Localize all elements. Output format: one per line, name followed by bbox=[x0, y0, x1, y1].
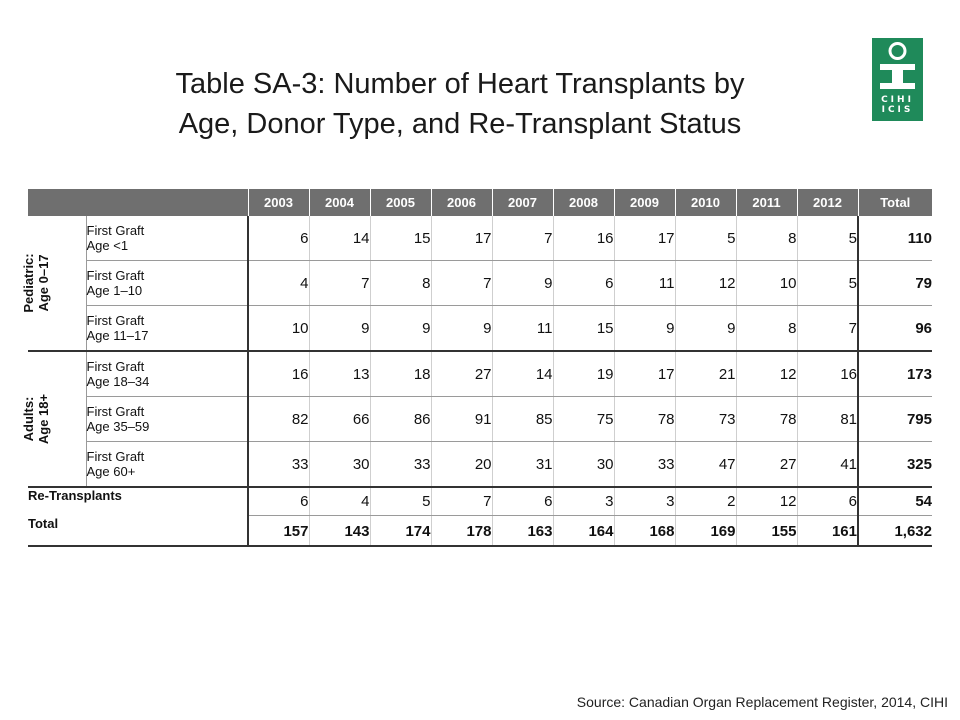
value-cell: 31 bbox=[492, 442, 553, 488]
value-cell: 18 bbox=[370, 351, 431, 397]
value-cell: 27 bbox=[736, 442, 797, 488]
row-label bbox=[86, 216, 248, 261]
row-total-cell: 54 bbox=[858, 487, 932, 516]
value-cell: 41 bbox=[797, 442, 858, 488]
value-cell: 3 bbox=[553, 487, 614, 516]
value-cell: 12 bbox=[675, 261, 736, 306]
value-cell: 16 bbox=[553, 216, 614, 261]
row-total-cell: 96 bbox=[858, 306, 932, 352]
row-label-line-1: First Graft bbox=[86, 404, 145, 419]
value-cell: 9 bbox=[431, 306, 492, 352]
value-cell: 5 bbox=[370, 487, 431, 516]
value-cell: 21 bbox=[675, 351, 736, 397]
value-cell: 47 bbox=[675, 442, 736, 488]
value-cell: 12 bbox=[736, 487, 797, 516]
table-row bbox=[28, 442, 932, 488]
group-pediatric bbox=[21, 216, 86, 351]
year-header: 2008 bbox=[553, 189, 614, 216]
row-label-line-1: First Graft bbox=[86, 359, 145, 374]
value-cell: 6 bbox=[553, 261, 614, 306]
value-cell: 33 bbox=[614, 442, 675, 488]
value-cell: 19 bbox=[553, 351, 614, 397]
row-label-line-1: First Graft bbox=[86, 313, 145, 328]
value-cell: 8 bbox=[370, 261, 431, 306]
logo-text-fr: ICIS bbox=[881, 105, 914, 115]
group-label-line: Age 18+ bbox=[36, 393, 51, 445]
value-cell: 5 bbox=[797, 216, 858, 261]
row-label-line-1: First Graft bbox=[86, 223, 145, 238]
table-row bbox=[28, 216, 932, 261]
row-label-line-2: Age 11–17 bbox=[86, 328, 149, 343]
value-cell: 163 bbox=[492, 516, 553, 547]
year-header: 2012 bbox=[797, 189, 858, 216]
table-row bbox=[28, 351, 932, 397]
row-total-cell: 110 bbox=[858, 216, 932, 261]
group-label-line: Pediatric: bbox=[21, 253, 36, 313]
value-cell: 178 bbox=[431, 516, 492, 547]
row-label-line-2: Age 60+ bbox=[86, 464, 136, 479]
value-cell: 7 bbox=[492, 216, 553, 261]
value-cell: 9 bbox=[675, 306, 736, 352]
table-row bbox=[28, 261, 932, 306]
value-cell: 8 bbox=[736, 216, 797, 261]
value-cell: 10 bbox=[736, 261, 797, 306]
value-cell: 12 bbox=[736, 351, 797, 397]
row-label-line-1: First Graft bbox=[86, 449, 145, 464]
value-cell: 11 bbox=[492, 306, 553, 352]
row-label-line-2: Age <1 bbox=[86, 238, 129, 253]
value-cell: 143 bbox=[309, 516, 370, 547]
logo-text-en: CIHI bbox=[881, 95, 914, 105]
value-cell: 82 bbox=[248, 397, 309, 442]
group-label bbox=[21, 213, 51, 353]
heart-transplants-table bbox=[21, 189, 932, 547]
value-cell: 7 bbox=[431, 261, 492, 306]
value-cell: 9 bbox=[309, 306, 370, 352]
value-cell: 73 bbox=[675, 397, 736, 442]
value-cell: 6 bbox=[248, 216, 309, 261]
title-line-1: Table SA-3: Number of Heart Transplants by bbox=[175, 68, 745, 100]
value-cell: 14 bbox=[492, 351, 553, 397]
source-note: Source: Canadian Organ Replacement Register, 2014, CIHI bbox=[576, 694, 948, 710]
row-total-cell: 1,632 bbox=[858, 516, 932, 547]
value-cell: 2 bbox=[675, 487, 736, 516]
value-cell: 5 bbox=[797, 261, 858, 306]
value-cell: 27 bbox=[431, 351, 492, 397]
value-cell: 15 bbox=[370, 216, 431, 261]
value-cell: 11 bbox=[614, 261, 675, 306]
value-cell: 5 bbox=[675, 216, 736, 261]
value-cell: 9 bbox=[370, 306, 431, 352]
value-cell: 15 bbox=[553, 306, 614, 352]
value-cell: 86 bbox=[370, 397, 431, 442]
group-label-line: Adults: bbox=[21, 396, 36, 442]
year-header: 2007 bbox=[492, 189, 553, 216]
value-cell: 164 bbox=[553, 516, 614, 547]
value-cell: 81 bbox=[797, 397, 858, 442]
row-total-cell: 79 bbox=[858, 261, 932, 306]
value-cell: 168 bbox=[614, 516, 675, 547]
row-label-line-2: Age 18–34 bbox=[86, 374, 150, 389]
value-cell: 7 bbox=[797, 306, 858, 352]
value-cell: 10 bbox=[248, 306, 309, 352]
value-cell: 4 bbox=[248, 261, 309, 306]
header-row bbox=[28, 189, 932, 216]
value-cell: 169 bbox=[675, 516, 736, 547]
year-header: 2004 bbox=[309, 189, 370, 216]
year-header: 2005 bbox=[370, 189, 431, 216]
header-corner bbox=[28, 189, 248, 216]
value-cell: 75 bbox=[553, 397, 614, 442]
retransplants-row-label: Re-Transplants bbox=[28, 487, 248, 516]
value-cell: 8 bbox=[736, 306, 797, 352]
row-label bbox=[86, 442, 248, 488]
row-label bbox=[86, 306, 248, 352]
value-cell: 161 bbox=[797, 516, 858, 547]
cihi-logo-mark-icon bbox=[872, 38, 923, 94]
value-cell: 17 bbox=[431, 216, 492, 261]
value-cell: 6 bbox=[248, 487, 309, 516]
value-cell: 157 bbox=[248, 516, 309, 547]
group-label-line: Age 0–17 bbox=[36, 254, 51, 312]
row-label bbox=[86, 261, 248, 306]
row-label-line-1: First Graft bbox=[86, 268, 145, 283]
value-cell: 16 bbox=[248, 351, 309, 397]
value-cell: 78 bbox=[614, 397, 675, 442]
value-cell: 3 bbox=[614, 487, 675, 516]
row-label bbox=[86, 397, 248, 442]
value-cell: 33 bbox=[248, 442, 309, 488]
cihi-logo bbox=[872, 38, 923, 121]
value-cell: 4 bbox=[309, 487, 370, 516]
value-cell: 30 bbox=[553, 442, 614, 488]
total-header: Total bbox=[858, 189, 932, 216]
value-cell: 85 bbox=[492, 397, 553, 442]
value-cell: 7 bbox=[309, 261, 370, 306]
value-cell: 17 bbox=[614, 216, 675, 261]
year-header: 2006 bbox=[431, 189, 492, 216]
row-total-cell: 173 bbox=[858, 351, 932, 397]
value-cell: 66 bbox=[309, 397, 370, 442]
row-total-cell: 325 bbox=[858, 442, 932, 488]
value-cell: 6 bbox=[797, 487, 858, 516]
year-header: 2011 bbox=[736, 189, 797, 216]
row-label bbox=[86, 351, 248, 397]
table-row bbox=[28, 306, 932, 352]
value-cell: 20 bbox=[431, 442, 492, 488]
value-cell: 9 bbox=[614, 306, 675, 352]
totals-row bbox=[28, 516, 932, 547]
value-cell: 16 bbox=[797, 351, 858, 397]
value-cell: 174 bbox=[370, 516, 431, 547]
value-cell: 17 bbox=[614, 351, 675, 397]
value-cell: 78 bbox=[736, 397, 797, 442]
group-adults bbox=[21, 351, 86, 487]
value-cell: 155 bbox=[736, 516, 797, 547]
group-label bbox=[21, 349, 51, 489]
value-cell: 7 bbox=[431, 487, 492, 516]
year-header: 2003 bbox=[248, 189, 309, 216]
value-cell: 14 bbox=[309, 216, 370, 261]
totals-row-label: Total bbox=[28, 516, 248, 547]
row-label-line-2: Age 35–59 bbox=[86, 419, 150, 434]
slide-title bbox=[60, 64, 860, 144]
row-total-cell: 795 bbox=[858, 397, 932, 442]
value-cell: 91 bbox=[431, 397, 492, 442]
title-line-2: Age, Donor Type, and Re-Transplant Status bbox=[178, 108, 742, 140]
value-cell: 6 bbox=[492, 487, 553, 516]
table-row bbox=[28, 397, 932, 442]
value-cell: 13 bbox=[309, 351, 370, 397]
value-cell: 33 bbox=[370, 442, 431, 488]
value-cell: 9 bbox=[492, 261, 553, 306]
retransplants-row bbox=[28, 487, 932, 516]
row-label-line-2: Age 1–10 bbox=[86, 283, 143, 298]
year-header: 2010 bbox=[675, 189, 736, 216]
year-header: 2009 bbox=[614, 189, 675, 216]
value-cell: 30 bbox=[309, 442, 370, 488]
